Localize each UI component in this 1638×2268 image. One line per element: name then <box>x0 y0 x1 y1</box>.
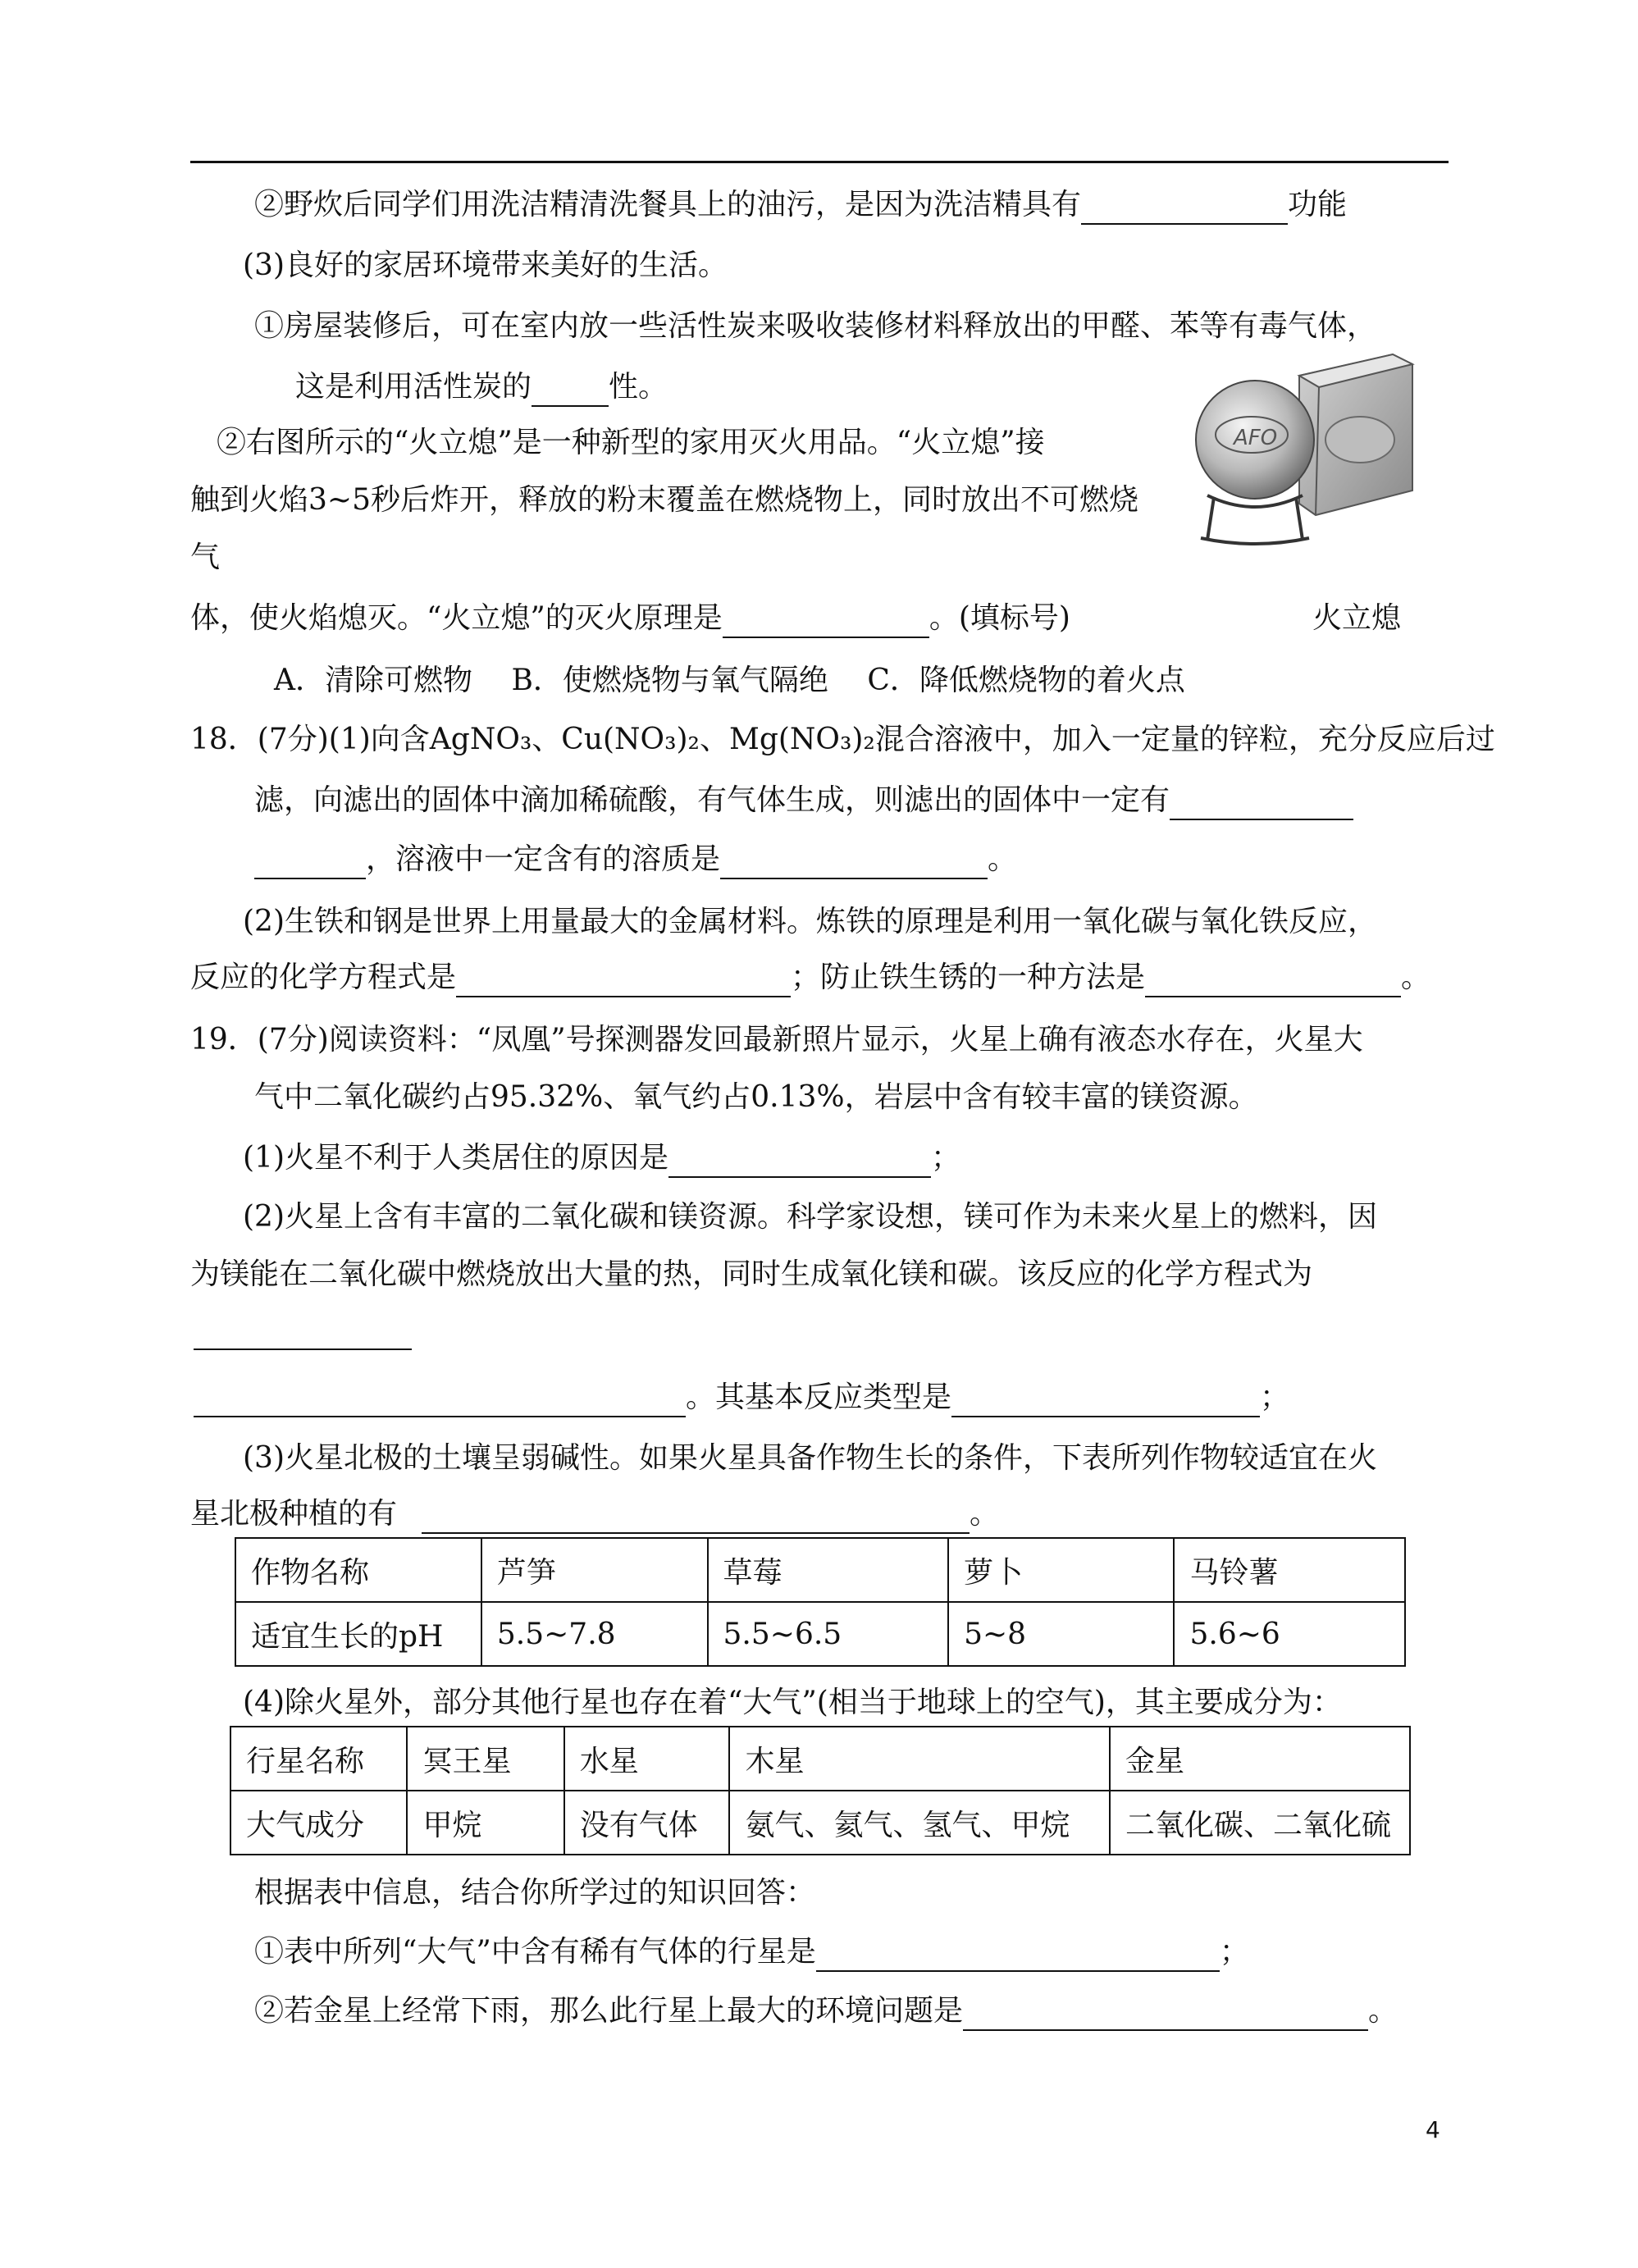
answer-blank[interactable] <box>720 847 988 879</box>
answer-blank[interactable] <box>1170 787 1353 820</box>
answer-blank[interactable] <box>456 965 791 997</box>
q19-answer-2-text: ②若金星上经常下雨，那么此行星上最大的环境问题是 <box>254 1994 964 2028</box>
answer-blank[interactable] <box>194 1385 686 1417</box>
answer-blank[interactable] <box>532 374 609 407</box>
q18-line-1: 18．(7分)(1)向含AgNO₃、Cu(NO₃)₂、Mg(NO₃)₂混合溶液中，加入一定量的锌粒，充分反应后过 <box>190 723 1495 756</box>
table-cell: 行星名称 <box>230 1727 407 1791</box>
q18-line-3 <box>254 840 1017 879</box>
table-cell: 适宜生长的pH <box>235 1602 481 1666</box>
answer-blank[interactable] <box>951 1385 1260 1417</box>
q17-sub2-line <box>254 185 1347 225</box>
answer-blank[interactable] <box>963 1998 1368 2031</box>
q17-sub3-2-line-c: 气 <box>190 541 221 574</box>
header-rule <box>190 161 1449 163</box>
table-cell: 芦笋 <box>481 1538 708 1602</box>
q19-answer-2-end: 。 <box>1368 1994 1398 2028</box>
answer-blank[interactable] <box>816 1939 1220 1972</box>
q18-line-5 <box>190 958 1430 997</box>
table-cell: 萝卜 <box>948 1538 1174 1602</box>
answer-blank[interactable] <box>254 847 366 879</box>
q19-sub2-a: (2)火星上含有丰富的二氧化碳和镁资源。科学家设想，镁可作为未来火星上的燃料，因 <box>243 1200 1377 1234</box>
q17-sub2-tail: 功能 <box>1288 188 1348 221</box>
answer-blank[interactable] <box>422 1501 970 1534</box>
q17-sub3-2-line-b: 触到火焰3~5秒后炸开，释放的粉末覆盖在燃烧物上，同时放出不可燃烧 <box>190 483 1138 517</box>
table-cell: 甲烷 <box>407 1791 563 1855</box>
q19-sub2-c-text: 。其基本反应类型是 <box>686 1380 952 1414</box>
planet-atmosphere-table <box>230 1726 1411 1855</box>
table-cell: 二氧化碳、二氧化硫 <box>1110 1791 1410 1855</box>
table-cell: 金星 <box>1110 1727 1410 1791</box>
table-cell: 作物名称 <box>235 1538 481 1602</box>
table-cell: 大气成分 <box>230 1791 407 1855</box>
table-cell: 草莓 <box>708 1538 949 1602</box>
q18-line-5-text: 反应的化学方程式是 <box>190 961 457 994</box>
table-cell: 木星 <box>729 1727 1110 1791</box>
q19-answer-intro: 根据表中信息，结合你所学过的知识回答： <box>254 1876 816 1910</box>
answer-blank[interactable] <box>194 1348 412 1350</box>
q19-sub1 <box>243 1139 960 1178</box>
table-cell: 5.5~7.8 <box>481 1602 708 1666</box>
table-cell: 5.6~6 <box>1174 1602 1405 1666</box>
q18-line-3-text: ，溶液中一定含有的溶质是 <box>366 842 721 876</box>
q18-line-5-end: 。 <box>1401 961 1431 994</box>
crop-ph-table <box>235 1537 1406 1667</box>
q19-sub4: (4)除火星外，部分其他行星也存在着“大气”(相当于地球上的空气)，其主要成分为： <box>243 1686 1342 1719</box>
answer-blank[interactable] <box>723 605 929 638</box>
table-cell: 冥王星 <box>407 1727 563 1791</box>
q18-line-2-text: 滤，向滤出的固体中滴加稀硫酸，有气体生成，则滤出的固体中一定有 <box>254 783 1170 817</box>
q18-line-3-end: 。 <box>988 842 1018 876</box>
q19-sub1-text: (1)火星不利于人类居住的原因是 <box>243 1141 668 1175</box>
q17-sub3-1-tail: 性。 <box>609 370 668 404</box>
q19-sub2-c <box>194 1378 1289 1417</box>
q19-sub3-b <box>190 1495 999 1534</box>
table-cell: 水星 <box>564 1727 730 1791</box>
table-cell: 氨气、氦气、氢气、甲烷 <box>729 1791 1110 1855</box>
table-row <box>235 1538 1405 1602</box>
q18-line-4: (2)生铁和钢是世界上用量最大的金属材料。炼铁的原理是利用一氧化碳与氧化铁反应， <box>243 905 1377 938</box>
table-row <box>230 1727 1410 1791</box>
answer-blank[interactable] <box>668 1145 931 1178</box>
answer-blank[interactable] <box>1145 965 1401 997</box>
table-row <box>230 1791 1410 1855</box>
q19-answer-1-end: ； <box>1219 1935 1249 1969</box>
q19-line-1: 19．(7分)阅读资料：“凤凰”号探测器发回最新照片显示，火星上确有液态水存在，火星大 <box>190 1023 1363 1056</box>
q19-sub3-a: (3)火星北极的土壤呈弱碱性。如果火星具备作物生长的条件，下表所列作物较适宜在火 <box>243 1441 1377 1475</box>
figure-caption: 火立熄 <box>1312 601 1402 635</box>
q19-answer-2 <box>254 1992 1398 2031</box>
table-cell: 5.5~6.5 <box>708 1602 949 1666</box>
q18-line-2 <box>254 781 1353 820</box>
q17-options: A．清除可燃物 B．使燃烧物与氧气隔绝 C．降低燃烧物的着火点 <box>274 664 1185 697</box>
q19-answer-1 <box>254 1933 1249 1972</box>
q17-sub3-2-text: 体，使火焰熄灭。“火立熄”的灭火原理是 <box>190 601 723 635</box>
q17-sub3-title: (3)良好的家居环境带来美好的生活。 <box>243 249 728 282</box>
table-cell: 没有气体 <box>564 1791 730 1855</box>
q17-sub3-1-line-a: ①房屋装修后，可在室内放一些活性炭来吸收装修材料释放出的甲醛、苯等有毒气体， <box>254 309 1377 343</box>
table-cell: 马铃薯 <box>1174 1538 1405 1602</box>
q17-sub3-2-line-d <box>190 599 1070 638</box>
q19-sub2-c-end: ； <box>1260 1380 1290 1414</box>
q19-sub1-end: ； <box>931 1141 961 1175</box>
q19-line-2: 气中二氧化碳约占95.32%、氧气约占0.13%，岩层中含有较丰富的镁资源。 <box>254 1080 1258 1114</box>
q17-sub3-1-line-b <box>295 367 668 407</box>
page-number: 4 <box>1426 2116 1440 2143</box>
q19-sub3-b-text: 星北极种植的有 <box>190 1497 398 1531</box>
q18-line-5-mid: ；防止铁生锈的一种方法是 <box>791 961 1146 994</box>
ball-logo-text: AFO <box>1234 426 1278 450</box>
table-cell: 5~8 <box>948 1602 1174 1666</box>
answer-blank[interactable] <box>1081 192 1288 225</box>
q19-sub2-b: 为镁能在二氧化碳中燃烧放出大量的热，同时生成氧化镁和碳。该反应的化学方程式为 <box>190 1257 1313 1291</box>
q19-answer-1-text: ①表中所列“大气”中含有稀有气体的行星是 <box>254 1935 816 1969</box>
fire-extinguisher-illustration <box>1191 343 1421 550</box>
q17-sub2-text: ②野炊后同学们用洗洁精清洗餐具上的油污，是因为洗洁精具有 <box>254 188 1082 221</box>
q17-sub3-1-text: 这是利用活性炭的 <box>295 370 532 404</box>
q17-sub3-2-tail: 。(填标号) <box>929 601 1070 635</box>
q19-sub3-b-end: 。 <box>970 1497 1000 1531</box>
table-row <box>235 1602 1405 1666</box>
q17-sub3-2-line-a: ②右图所示的“火立熄”是一种新型的家用灭火用品。“火立熄”接 <box>217 426 1045 459</box>
